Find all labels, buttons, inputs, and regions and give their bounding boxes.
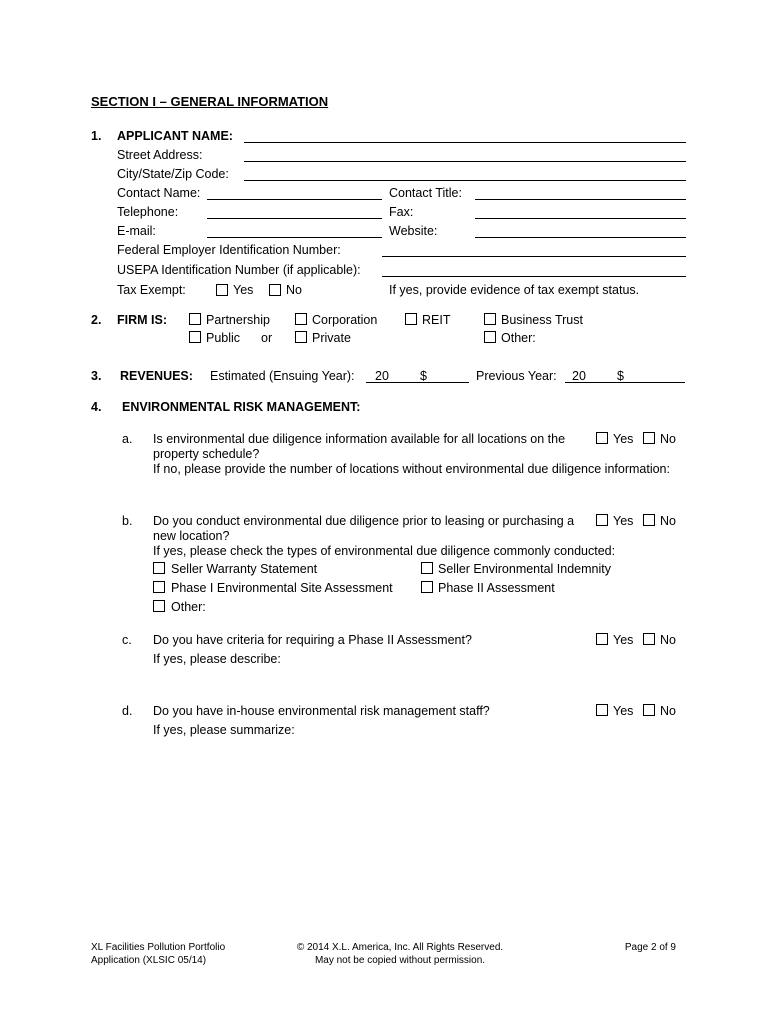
q4d-yes-label: Yes — [613, 704, 634, 718]
tax-exempt-label: Tax Exempt: — [117, 283, 186, 297]
street-address-label: Street Address: — [117, 148, 203, 162]
revenues-label: REVENUES: — [120, 369, 193, 383]
q4d-no-label: No — [660, 704, 676, 718]
contact-title-label: Contact Title: — [389, 186, 462, 200]
footer-copyright: © 2014 X.L. America, Inc. All Rights Reserved. — [296, 942, 504, 953]
q4c-no-label: No — [660, 633, 676, 647]
estimated-label: Estimated (Ensuing Year): — [210, 369, 355, 383]
usepa-label: USEPA Identification Number (if applicable): — [117, 263, 361, 277]
estimated-year-prefix: 20 — [375, 369, 389, 383]
firm-is-label: FIRM IS: — [117, 313, 167, 327]
applicant-name-label: APPLICANT NAME: — [117, 129, 233, 143]
or-label: or — [261, 331, 273, 345]
city-state-zip-label: City/State/Zip Code: — [117, 167, 229, 181]
email-field[interactable] — [207, 237, 382, 238]
q4d-followup: If yes, please summarize: — [153, 723, 295, 737]
previous-year-label: Previous Year: — [476, 369, 557, 383]
seller-warranty-checkbox[interactable] — [153, 562, 165, 574]
q1-number: 1. — [91, 129, 102, 143]
phase1-checkbox[interactable] — [153, 581, 165, 593]
reit-checkbox[interactable] — [405, 313, 417, 325]
q4a-question-line1: Is environmental due diligence information available for all locations on the — [153, 432, 566, 446]
q4a-no-label: No — [660, 432, 676, 446]
tax-exempt-no-label: No — [286, 283, 302, 297]
email-label: E-mail: — [117, 224, 156, 238]
q4c-yes-checkbox[interactable] — [596, 633, 608, 645]
reit-label: REIT — [422, 313, 451, 327]
q4d-yes-checkbox[interactable] — [596, 704, 608, 716]
fax-field[interactable] — [475, 218, 686, 219]
partnership-checkbox[interactable] — [189, 313, 201, 325]
private-checkbox[interactable] — [295, 331, 307, 343]
q4-number: 4. — [91, 400, 102, 414]
contact-title-field[interactable] — [475, 199, 686, 200]
previous-year-prefix: 20 — [572, 369, 586, 383]
seller-indemnity-checkbox[interactable] — [421, 562, 433, 574]
q4d-question: Do you have in-house environmental risk management staff? — [153, 704, 490, 718]
telephone-field[interactable] — [207, 218, 382, 219]
corporation-label: Corporation — [312, 313, 378, 327]
telephone-label: Telephone: — [117, 205, 179, 219]
business-trust-label: Business Trust — [501, 313, 583, 327]
section-title: SECTION I – GENERAL INFORMATION — [91, 94, 329, 109]
dd-other-checkbox[interactable] — [153, 600, 165, 612]
q4d-letter: d. — [122, 704, 133, 718]
q4b-yes-label: Yes — [613, 514, 634, 528]
contact-name-field[interactable] — [207, 199, 382, 200]
website-label: Website: — [389, 224, 438, 238]
q4c-followup: If yes, please describe: — [153, 652, 281, 666]
q4b-question-line1: Do you conduct environmental due diligence prior to leasing or purchasing a — [153, 514, 575, 528]
q4a-followup: If no, please provide the number of locations without environmental due diligence information: — [153, 462, 670, 476]
business-trust-checkbox[interactable] — [484, 313, 496, 325]
city-state-zip-field[interactable] — [244, 180, 686, 181]
q4a-yes-label: Yes — [613, 432, 634, 446]
q4c-question: Do you have criteria for requiring a Phase II Assessment? — [153, 633, 472, 647]
q4b-no-checkbox[interactable] — [643, 514, 655, 526]
contact-name-label: Contact Name: — [117, 186, 201, 200]
env-risk-label: ENVIRONMENTAL RISK MANAGEMENT: — [122, 400, 361, 414]
public-label: Public — [206, 331, 241, 345]
seller-indemnity-label: Seller Environmental Indemnity — [438, 562, 611, 576]
phase2-checkbox[interactable] — [421, 581, 433, 593]
q4a-question-line2: property schedule? — [153, 447, 260, 461]
q4d-no-checkbox[interactable] — [643, 704, 655, 716]
private-label: Private — [312, 331, 351, 345]
q4b-followup: If yes, please check the types of environmental due diligence commonly conducted: — [153, 544, 616, 558]
q4c-letter: c. — [122, 633, 132, 647]
tax-exempt-yes-label: Yes — [233, 283, 254, 297]
applicant-name-field[interactable] — [244, 142, 686, 143]
q4a-letter: a. — [122, 432, 133, 446]
q2-number: 2. — [91, 313, 102, 327]
seller-warranty-label: Seller Warranty Statement — [171, 562, 318, 576]
partnership-label: Partnership — [206, 313, 270, 327]
q4b-letter: b. — [122, 514, 133, 528]
usepa-field[interactable] — [382, 276, 686, 277]
phase2-label: Phase II Assessment — [438, 581, 555, 595]
tax-exempt-no-checkbox[interactable] — [269, 284, 281, 296]
fein-label: Federal Employer Identification Number: — [117, 243, 341, 257]
street-address-field[interactable] — [244, 161, 686, 162]
q4a-yes-checkbox[interactable] — [596, 432, 608, 444]
estimated-dollar-sign: $ — [420, 369, 427, 383]
public-checkbox[interactable] — [189, 331, 201, 343]
q4b-no-label: No — [660, 514, 676, 528]
previous-dollar-sign: $ — [617, 369, 624, 383]
footer-left-line1: XL Facilities Pollution Portfolio — [91, 942, 226, 953]
footer-notice: May not be copied without permission. — [314, 955, 486, 966]
q3-number: 3. — [91, 369, 102, 383]
dd-other-label: Other: — [171, 600, 206, 614]
tax-exempt-yes-checkbox[interactable] — [216, 284, 228, 296]
corporation-checkbox[interactable] — [295, 313, 307, 325]
page-number: Page 2 of 9 — [624, 942, 676, 953]
fax-label: Fax: — [389, 205, 414, 219]
firm-other-checkbox[interactable] — [484, 331, 496, 343]
q4b-question-line2: new location? — [153, 529, 230, 543]
footer-left-line2: Application (XLSIC 05/14) — [91, 955, 207, 966]
firm-other-label: Other: — [501, 331, 536, 345]
q4c-yes-label: Yes — [613, 633, 634, 647]
phase1-label: Phase I Environmental Site Assessment — [171, 581, 393, 595]
website-field[interactable] — [475, 237, 686, 238]
q4b-yes-checkbox[interactable] — [596, 514, 608, 526]
q4c-no-checkbox[interactable] — [643, 633, 655, 645]
tax-exempt-note: If yes, provide evidence of tax exempt status. — [389, 283, 640, 297]
q4a-no-checkbox[interactable] — [643, 432, 655, 444]
fein-field[interactable] — [382, 256, 686, 257]
